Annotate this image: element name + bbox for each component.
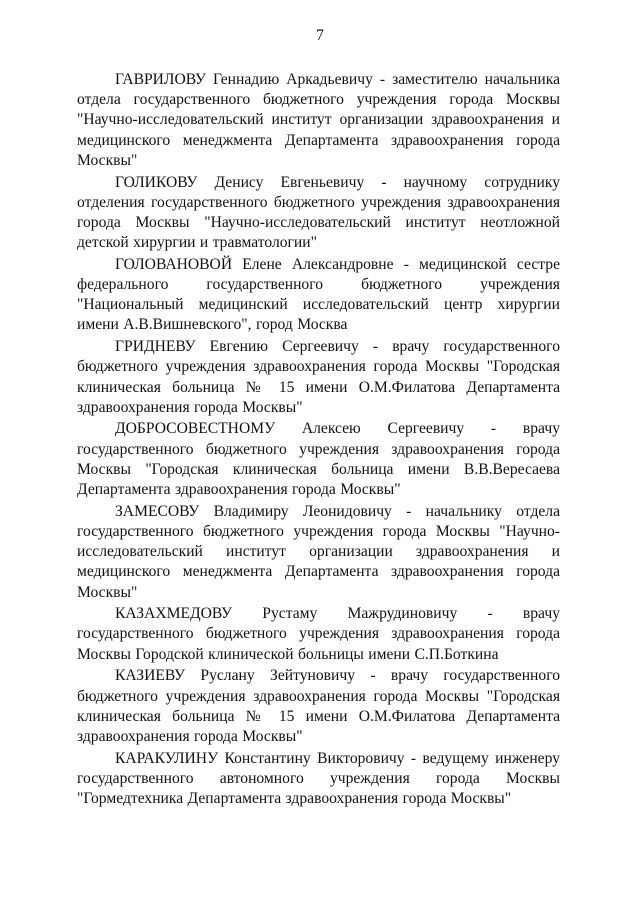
list-item: ДОБРОСОВЕСТНОМУ Алексею Сергеевичу - врачу государственного бюджетного учреждения здравоохранения города Москвы "Городская клиническая больница имени В.В.Вересаева Департамента здравоохранения города Москвы": [77, 420, 560, 499]
list-item: ГОЛОВАНОВОЙ Елене Александровне - медицинской сестре федерального государственного бюджетного учреждения "Национальный медицинский исследовательский центр хирургии имени А.В.Вишневского", город Москва: [77, 255, 560, 334]
list-item: ЗАМЕСОВУ Владимиру Леонидовичу - начальнику отдела государственного бюджетного учреждения города Москвы "Научно-исследовательский институт организации здравоохранения и медицинского менеджмента Департамента здравоохранения города Москвы": [77, 502, 560, 601]
award-list: [77, 70, 560, 811]
list-item: ГАВРИЛОВУ Геннадию Аркадьевичу - заместителю начальника отдела государственного бюджетного учреждения города Москвы "Научно-исследовательский институт организации здравоохранения и медицинского менеджмента Департамента здравоохранения города Москвы": [77, 71, 560, 169]
list-item: ГОЛИКОВУ Денису Евгеньевичу - научному сотруднику отделения государственного бюджетного учреждения здравоохранения города Москвы "Научно-исследовательский институт неотложной детской хирургии и травматологии": [77, 173, 560, 252]
list-item: КАЗИЕВУ Руслану Зейтуновичу - врачу государственного бюджетного учреждения здравоохранения города Москвы "Городская клиническая больница № 15 имени О.М.Филатова Департамента здравоохранения города Москвы": [77, 667, 560, 745]
list-item: ГРИДНЕВУ Евгению Сергеевичу - врачу государственного бюджетного учреждения здравоохранения города Москвы "Городская клиническая больница № 15 имени О.М.Филатова Департамента здравоохранения города Москвы": [77, 338, 560, 416]
page-number: 7: [316, 27, 324, 44]
list-item: КАЗАХМЕДОВУ Рустаму Мажрудиновичу - врачу государственного бюджетного учреждения здравоохранения города Москвы Городской клинической больницы имени С.П.Боткина: [77, 605, 560, 663]
list-item: КАРАКУЛИНУ Константину Викторовичу - ведущему инженеру государственного автономного учреждения города Москвы "Гормедтехника Департамента здравоохранения города Москвы": [77, 749, 560, 808]
